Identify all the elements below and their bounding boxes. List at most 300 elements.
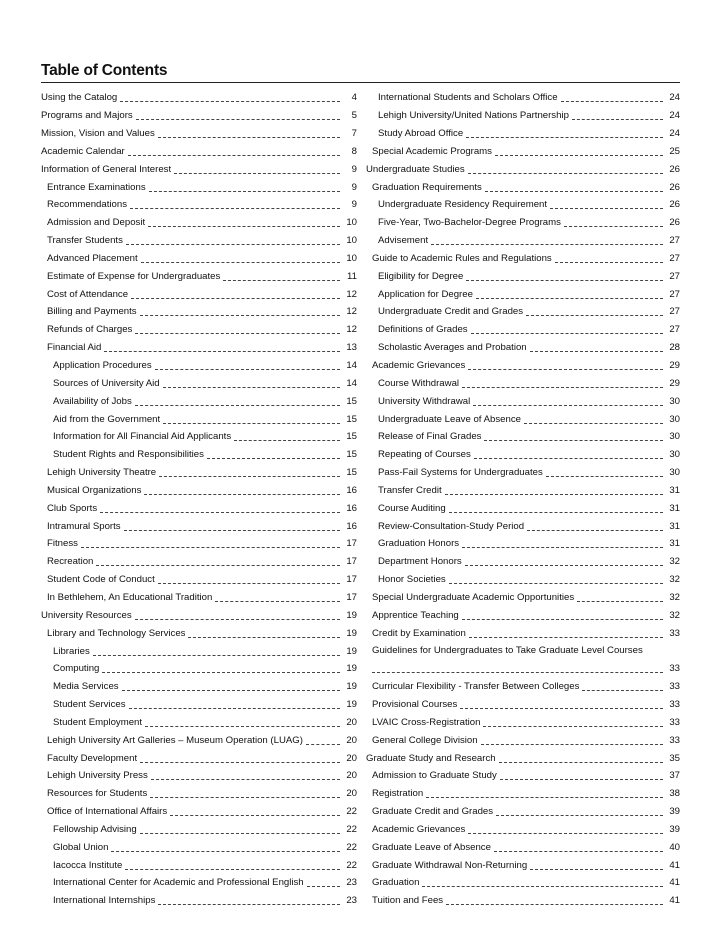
toc-page-number: 20 (346, 788, 357, 800)
toc-page-number: 10 (346, 252, 357, 264)
toc-entry[interactable] (41, 889, 357, 907)
toc-entry-label: Information of General Interest (41, 163, 172, 175)
toc-entry[interactable] (41, 265, 357, 283)
dot-leader (474, 458, 663, 459)
toc-entry[interactable] (41, 354, 357, 372)
toc-entry[interactable] (366, 568, 680, 586)
dot-leader (135, 333, 340, 334)
toc-entry-label: Cost of Attendance (47, 288, 129, 300)
dot-leader (468, 369, 663, 370)
toc-page-number: 33 (669, 716, 680, 728)
dot-leader (141, 262, 340, 263)
toc-page-number: 19 (346, 609, 357, 621)
dot-leader (449, 512, 663, 513)
dot-leader (207, 458, 340, 459)
toc-page-number: 29 (669, 360, 680, 371)
toc-page-number: 20 (346, 752, 357, 764)
dot-leader (122, 690, 340, 691)
toc-page-number: 13 (346, 342, 357, 354)
toc-entry[interactable] (366, 675, 680, 693)
dot-leader (526, 315, 663, 316)
toc-entry-label: Apprentice Teaching (372, 609, 459, 621)
toc-page-number: 32 (669, 591, 680, 603)
toc-entry[interactable] (366, 747, 680, 765)
toc-entry[interactable] (366, 408, 680, 426)
toc-entry[interactable] (41, 336, 357, 354)
toc-entry[interactable] (41, 176, 357, 194)
toc-page-number: 31 (669, 502, 680, 514)
toc-entry[interactable] (41, 765, 357, 783)
toc-entry-label: Student Rights and Responsibilities (53, 449, 204, 461)
toc-entry-label: Graduate Withdrawal Non-Returning (372, 859, 528, 871)
dot-leader (131, 298, 340, 299)
toc-entry[interactable] (41, 729, 357, 747)
toc-entry[interactable] (366, 622, 680, 640)
toc-page-number: 20 (346, 770, 357, 782)
toc-entry-label: Lehigh University Press (47, 770, 148, 782)
dot-leader (572, 119, 663, 120)
toc-entry[interactable] (41, 854, 357, 872)
toc-entry[interactable] (366, 176, 680, 194)
toc-entry-label: In Bethlehem, An Educational Tradition (47, 591, 213, 603)
toc-entry[interactable] (41, 658, 357, 676)
toc-entry-label: Review-Consultation-Study Period (378, 520, 525, 532)
toc-entry[interactable] (366, 104, 680, 122)
toc-page-number: 10 (346, 217, 357, 229)
dot-leader (174, 173, 340, 174)
toc-page-number: 22 (346, 841, 357, 853)
dot-leader (234, 440, 340, 441)
toc-entry[interactable] (366, 497, 680, 515)
dot-leader (449, 583, 663, 584)
dot-leader (155, 369, 340, 370)
toc-page-number: 19 (346, 663, 357, 675)
toc-entry[interactable] (366, 836, 680, 854)
toc-page-number: 23 (346, 895, 357, 907)
dot-leader (170, 815, 340, 816)
toc-entry[interactable] (41, 426, 357, 444)
dot-leader (481, 744, 663, 745)
toc-entry[interactable] (41, 443, 357, 461)
toc-entry-label: Course Withdrawal (378, 377, 460, 389)
toc-entry[interactable] (366, 479, 680, 497)
toc-page-number: 12 (346, 324, 357, 336)
toc-page-number: 27 (669, 324, 680, 336)
toc-entry[interactable] (366, 354, 680, 372)
toc-page-number: 15 (346, 395, 357, 407)
toc-entry-label: Media Services (53, 681, 119, 693)
toc-entry[interactable] (366, 818, 680, 836)
toc-page-number: 32 (669, 574, 680, 586)
dot-leader (128, 155, 340, 156)
toc-entry[interactable] (366, 693, 680, 711)
toc-page-number: 28 (669, 342, 680, 354)
toc-entry[interactable] (366, 640, 680, 676)
toc-entry[interactable] (366, 318, 680, 336)
toc-entry-label: Computing (53, 663, 100, 675)
toc-entry[interactable] (366, 372, 680, 390)
toc-entry[interactable] (366, 729, 680, 747)
toc-page-number: 19 (346, 627, 357, 639)
toc-entry-label: Lehigh University/United Nations Partnership (378, 110, 569, 122)
toc-entry[interactable] (366, 604, 680, 622)
toc-entry-label: International Center for Academic and Professional English (53, 877, 304, 889)
toc-entry[interactable] (366, 765, 680, 783)
toc-entry[interactable] (41, 158, 357, 176)
toc-page-number: 33 (669, 681, 680, 693)
dot-leader (148, 226, 340, 227)
toc-entry-label: Eligibility for Degree (378, 270, 464, 282)
toc-page-number: 27 (669, 235, 680, 247)
toc-entry-label: Faculty Development (47, 752, 138, 764)
toc-entry[interactable] (41, 104, 357, 122)
toc-entry[interactable] (366, 301, 680, 319)
toc-entry[interactable] (41, 818, 357, 836)
dot-leader (462, 387, 663, 388)
toc-page-number: 24 (669, 92, 680, 104)
dot-leader (550, 208, 663, 209)
toc-entry-label: Availability of Jobs (53, 395, 132, 407)
dot-leader (158, 904, 340, 905)
toc-entry[interactable] (366, 443, 680, 461)
dot-leader (499, 762, 663, 763)
dot-leader (473, 405, 663, 406)
toc-page-number: 29 (669, 377, 680, 389)
toc-page-number: 19 (346, 699, 357, 711)
dot-leader (136, 119, 340, 120)
toc-page-number: 16 (346, 484, 357, 496)
toc-page-number: 24 (669, 110, 680, 122)
toc-page-number: 22 (346, 823, 357, 835)
toc-entry-label: Fellowship Advising (53, 823, 137, 835)
toc-entry[interactable] (366, 390, 680, 408)
toc-page-number: 35 (669, 752, 680, 764)
toc-entry-label: Five-Year, Two-Bachelor-Degree Programs (378, 217, 561, 229)
dot-leader (485, 191, 663, 192)
dot-leader (140, 315, 340, 316)
toc-entry[interactable] (41, 461, 357, 479)
toc-entry-label: Global Union (53, 841, 109, 853)
dot-leader (158, 583, 340, 584)
dot-leader (93, 655, 340, 656)
toc-page-number: 5 (351, 110, 357, 122)
toc-entry[interactable] (41, 211, 357, 229)
dot-leader (476, 298, 663, 299)
toc-entry[interactable] (41, 408, 357, 426)
toc-column-right (366, 87, 680, 908)
toc-column-left (41, 87, 357, 908)
toc-entry-label: University Withdrawal (378, 395, 471, 407)
toc-entry[interactable] (366, 426, 680, 444)
toc-entry-label: General College Division (372, 734, 478, 746)
dot-leader (96, 565, 340, 566)
toc-entry-label: Information for All Financial Aid Applicants (53, 431, 232, 443)
dot-leader (495, 155, 663, 156)
dot-leader (484, 440, 663, 441)
toc-entry[interactable] (366, 533, 680, 551)
toc-entry[interactable] (41, 229, 357, 247)
dot-leader (446, 904, 663, 905)
toc-entry-label: Graduate Study and Research (366, 752, 496, 764)
toc-entry-label: Release of Final Grades (378, 431, 482, 443)
toc-entry-label: Undergraduate Leave of Absence (378, 413, 521, 425)
dot-leader (500, 779, 663, 780)
toc-entry-label: Curricular Flexibility - Transfer Between Colleges (372, 681, 580, 693)
toc-entry[interactable] (41, 390, 357, 408)
toc-entry[interactable] (366, 515, 680, 533)
toc-entry[interactable] (41, 87, 357, 105)
toc-entry-label: Club Sports (47, 502, 98, 514)
toc-entry-label: Provisional Courses (372, 699, 458, 711)
toc-entry-label: Iacocca Institute (53, 859, 123, 871)
dot-leader (546, 476, 663, 477)
toc-page-number: 15 (346, 413, 357, 425)
toc-entry[interactable] (41, 800, 357, 818)
toc-entry[interactable] (41, 318, 357, 336)
dot-leader (124, 530, 340, 531)
toc-entry[interactable] (41, 622, 357, 640)
dot-leader (145, 726, 340, 727)
toc-entry-label: Lehigh University Art Galleries – Museum Operation (LUAG) (47, 734, 303, 746)
toc-entry[interactable] (41, 194, 357, 212)
toc-page-number: 16 (346, 502, 357, 514)
toc-entry-label: Transfer Credit (378, 484, 442, 496)
toc-entry[interactable] (41, 301, 357, 319)
dot-leader (483, 726, 663, 727)
toc-page-number: 27 (669, 270, 680, 282)
dot-leader (144, 494, 340, 495)
toc-entry-label: Library and Technology Services (47, 627, 186, 639)
toc-entry[interactable] (41, 479, 357, 497)
toc-page-number: 41 (669, 859, 680, 871)
toc-entry-label: Refunds of Charges (47, 324, 133, 336)
dot-leader (159, 476, 340, 477)
dot-leader (223, 280, 340, 281)
toc-entry-label: Libraries (53, 645, 90, 657)
toc-page-number: 27 (669, 306, 680, 318)
dot-leader (163, 387, 340, 388)
dot-leader (120, 101, 340, 102)
toc-entry[interactable] (41, 747, 357, 765)
dot-leader (104, 351, 340, 352)
toc-page-number: 26 (669, 199, 680, 211)
dot-leader (468, 173, 663, 174)
toc-entry[interactable] (41, 550, 357, 568)
toc-entry-label: Graduation Honors (378, 538, 460, 550)
dot-leader (158, 137, 340, 138)
toc-entry-label: Student Employment (53, 716, 143, 728)
toc-entry[interactable] (41, 122, 357, 140)
toc-entry-label: Recreation (47, 556, 94, 568)
toc-entry[interactable] (41, 872, 357, 890)
toc-entry-label: Credit by Examination (372, 627, 466, 639)
toc-entry[interactable] (366, 782, 680, 800)
toc-entry[interactable] (366, 265, 680, 283)
toc-page-number: 31 (669, 484, 680, 496)
toc-entry[interactable] (41, 533, 357, 551)
dot-leader (577, 601, 663, 602)
toc-entry[interactable] (41, 497, 357, 515)
toc-page-number: 33 (669, 734, 680, 746)
toc-entry[interactable] (366, 711, 680, 729)
toc-entry[interactable] (41, 711, 357, 729)
toc-entry[interactable] (41, 675, 357, 693)
dot-leader (561, 101, 663, 102)
toc-entry-label: Academic Grievances (372, 823, 466, 835)
toc-page-number: 19 (346, 681, 357, 693)
toc-entry[interactable] (366, 461, 680, 479)
toc-entry-label: Tuition and Fees (372, 895, 444, 907)
toc-page-number: 33 (669, 699, 680, 711)
toc-entry[interactable] (366, 872, 680, 890)
toc-entry[interactable] (366, 122, 680, 140)
toc-page-number: 19 (346, 645, 357, 657)
toc-entry[interactable] (41, 640, 357, 658)
toc-page-number: 30 (669, 449, 680, 461)
toc-entry-label: Repeating of Courses (378, 449, 471, 461)
dot-leader (111, 851, 340, 852)
dot-leader (188, 637, 340, 638)
toc-entry[interactable] (366, 854, 680, 872)
toc-page-number: 9 (351, 163, 357, 175)
toc-entry-label: Using the Catalog (41, 92, 118, 104)
dot-leader (129, 708, 340, 709)
toc-entry[interactable] (41, 372, 357, 390)
toc-page-number: 30 (669, 413, 680, 425)
toc-page-number: 22 (346, 859, 357, 871)
toc-entry[interactable] (366, 800, 680, 818)
toc-page-number: 17 (346, 591, 357, 603)
toc-entry-label: Department Honors (378, 556, 462, 568)
toc-entry[interactable] (41, 283, 357, 301)
toc-page-number: 15 (346, 449, 357, 461)
toc-entry-label: Academic Calendar (41, 145, 125, 157)
toc-page-number: 10 (346, 235, 357, 247)
toc-page-number: 26 (669, 163, 680, 175)
toc-entry-label: Resources for Students (47, 788, 148, 800)
toc-page-number: 15 (346, 467, 357, 479)
toc-entry[interactable] (366, 586, 680, 604)
dot-leader (530, 351, 663, 352)
toc-entry[interactable] (366, 158, 680, 176)
toc-entry[interactable] (366, 194, 680, 212)
toc-entry[interactable] (366, 550, 680, 568)
toc-entry-label: Mission, Vision and Values (41, 128, 155, 140)
toc-entry-label: Advanced Placement (47, 252, 138, 264)
toc-entry-label: Graduate Credit and Grades (372, 806, 494, 818)
dot-leader (151, 779, 340, 780)
dot-leader (431, 244, 663, 245)
toc-entry-label: Intramural Sports (47, 520, 121, 532)
toc-page-number: 30 (669, 431, 680, 443)
toc-page-number: 17 (346, 574, 357, 586)
toc-page-number: 14 (346, 377, 357, 389)
dot-leader (135, 619, 340, 620)
toc-page-number: 39 (669, 823, 680, 835)
dot-leader (306, 744, 340, 745)
toc-page-number: 32 (669, 556, 680, 568)
dot-leader (149, 191, 340, 192)
dot-leader (462, 619, 663, 620)
toc-entry[interactable] (366, 87, 680, 105)
toc-page-number: 4 (351, 92, 357, 104)
toc-page-number: 39 (669, 806, 680, 818)
toc-entry-label: Graduate Leave of Absence (372, 841, 491, 853)
toc-entry[interactable] (41, 586, 357, 604)
toc-page-number: 26 (669, 181, 680, 193)
title-divider (41, 82, 680, 83)
toc-entry[interactable] (366, 140, 680, 158)
toc-page-number: 20 (346, 734, 357, 746)
toc-entry[interactable] (41, 140, 357, 158)
toc-entry-label: Musical Organizations (47, 484, 142, 496)
dot-leader (469, 637, 663, 638)
toc-entry-label: Billing and Payments (47, 306, 137, 318)
toc-entry[interactable] (366, 283, 680, 301)
toc-entry[interactable] (366, 889, 680, 907)
dot-leader (460, 708, 663, 709)
toc-entry[interactable] (41, 568, 357, 586)
toc-page-number: 41 (669, 895, 680, 907)
dot-leader (372, 672, 663, 673)
toc-entry-label: Undergraduate Studies (366, 163, 465, 175)
dot-leader (102, 672, 340, 673)
toc-page-number: 9 (351, 199, 357, 211)
toc-entry-label: Graduation (372, 877, 420, 889)
toc-page-number: 30 (669, 395, 680, 407)
toc-entry-label: Undergraduate Residency Requirement (378, 199, 548, 211)
toc-entry-label: LVAIC Cross-Registration (372, 716, 481, 728)
dot-leader (555, 262, 663, 263)
dot-leader (468, 833, 663, 834)
dot-leader (466, 280, 663, 281)
toc-entry[interactable] (366, 336, 680, 354)
toc-entry-label: Undergraduate Credit and Grades (378, 306, 524, 318)
toc-entry-label: Lehigh University Theatre (47, 467, 157, 479)
toc-entry[interactable] (41, 693, 357, 711)
toc-entry-label: Study Abroad Office (378, 128, 464, 140)
dot-leader (426, 797, 663, 798)
toc-entry[interactable] (41, 782, 357, 800)
toc-entry-label: International Internships (53, 895, 156, 907)
dot-leader (150, 797, 340, 798)
dot-leader (135, 405, 340, 406)
dot-leader (81, 547, 340, 548)
toc-page-number: 14 (346, 360, 357, 371)
toc-entry[interactable] (41, 515, 357, 533)
toc-entry-label: Recommendations (47, 199, 127, 211)
toc-entry-label: Scholastic Averages and Probation (378, 342, 527, 354)
toc-entry-label: Sources of University Aid (53, 377, 160, 389)
dot-leader (465, 565, 663, 566)
toc-entry-label: Office of International Affairs (47, 806, 168, 818)
toc-entry[interactable] (41, 836, 357, 854)
toc-entry-label: Programs and Majors (41, 110, 133, 122)
toc-entry-label: Registration (372, 788, 424, 800)
toc-entry[interactable] (366, 211, 680, 229)
toc-entry-label: Advisement (378, 235, 429, 247)
toc-entry-label: Academic Grievances (372, 360, 466, 371)
toc-entry-label: Course Auditing (378, 502, 446, 514)
toc-entry[interactable] (366, 229, 680, 247)
toc-entry-label: Guidelines for Undergraduates to Take Graduate Level Courses (372, 645, 643, 657)
toc-page-number: 31 (669, 538, 680, 550)
toc-entry[interactable] (41, 247, 357, 265)
toc-entry-label: Student Services (53, 699, 126, 711)
toc-entry[interactable] (366, 247, 680, 265)
toc-entry[interactable] (41, 604, 357, 622)
toc-entry-label: Definitions of Grades (378, 324, 468, 336)
